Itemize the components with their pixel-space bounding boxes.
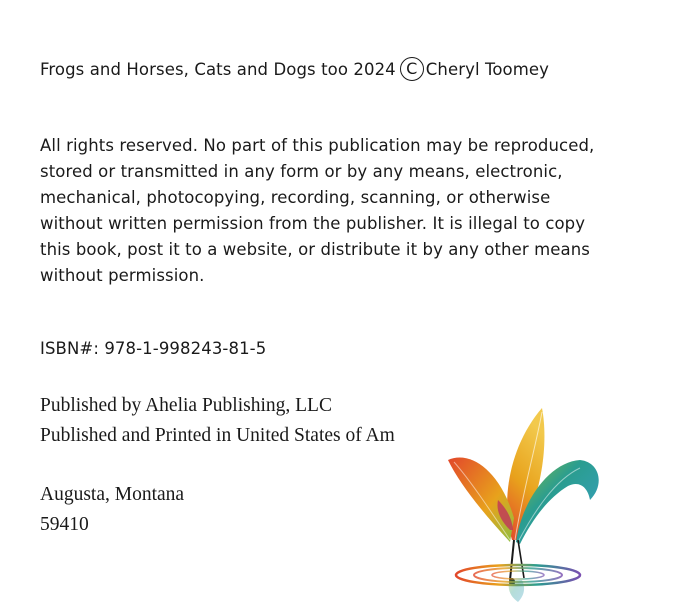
isbn-number: ISBN#: 978-1-998243-81-5 [40, 339, 267, 358]
copyright-symbol-icon: C [400, 57, 424, 81]
zip-code: 59410 [40, 514, 89, 535]
city-state: Augusta, Montana [40, 484, 185, 505]
author-name: Cheryl Toomey [425, 59, 550, 79]
publisher-block [40, 391, 395, 451]
rights-reserved-paragraph: All rights reserved. No part of this publication may be reproduced, stored or transmitted in any form or by any means, electronic, mechanical, photocopying, recording, scanning, or otherwise without written permission from the publisher. It is illegal to copy this book, post it to a website, or distribute it by any other means without permission. [40, 136, 595, 285]
publisher-address [40, 480, 184, 540]
quill-feather-icon [440, 400, 610, 605]
printed-in-line: Published and Printed in United States of Am [40, 425, 395, 446]
publisher-name-line: Published by Ahelia Publishing, LLC [40, 395, 332, 416]
book-title-text: Frogs and Horses, Cats and Dogs too 2024 [40, 59, 396, 79]
book-title-copyright-line [40, 57, 549, 81]
